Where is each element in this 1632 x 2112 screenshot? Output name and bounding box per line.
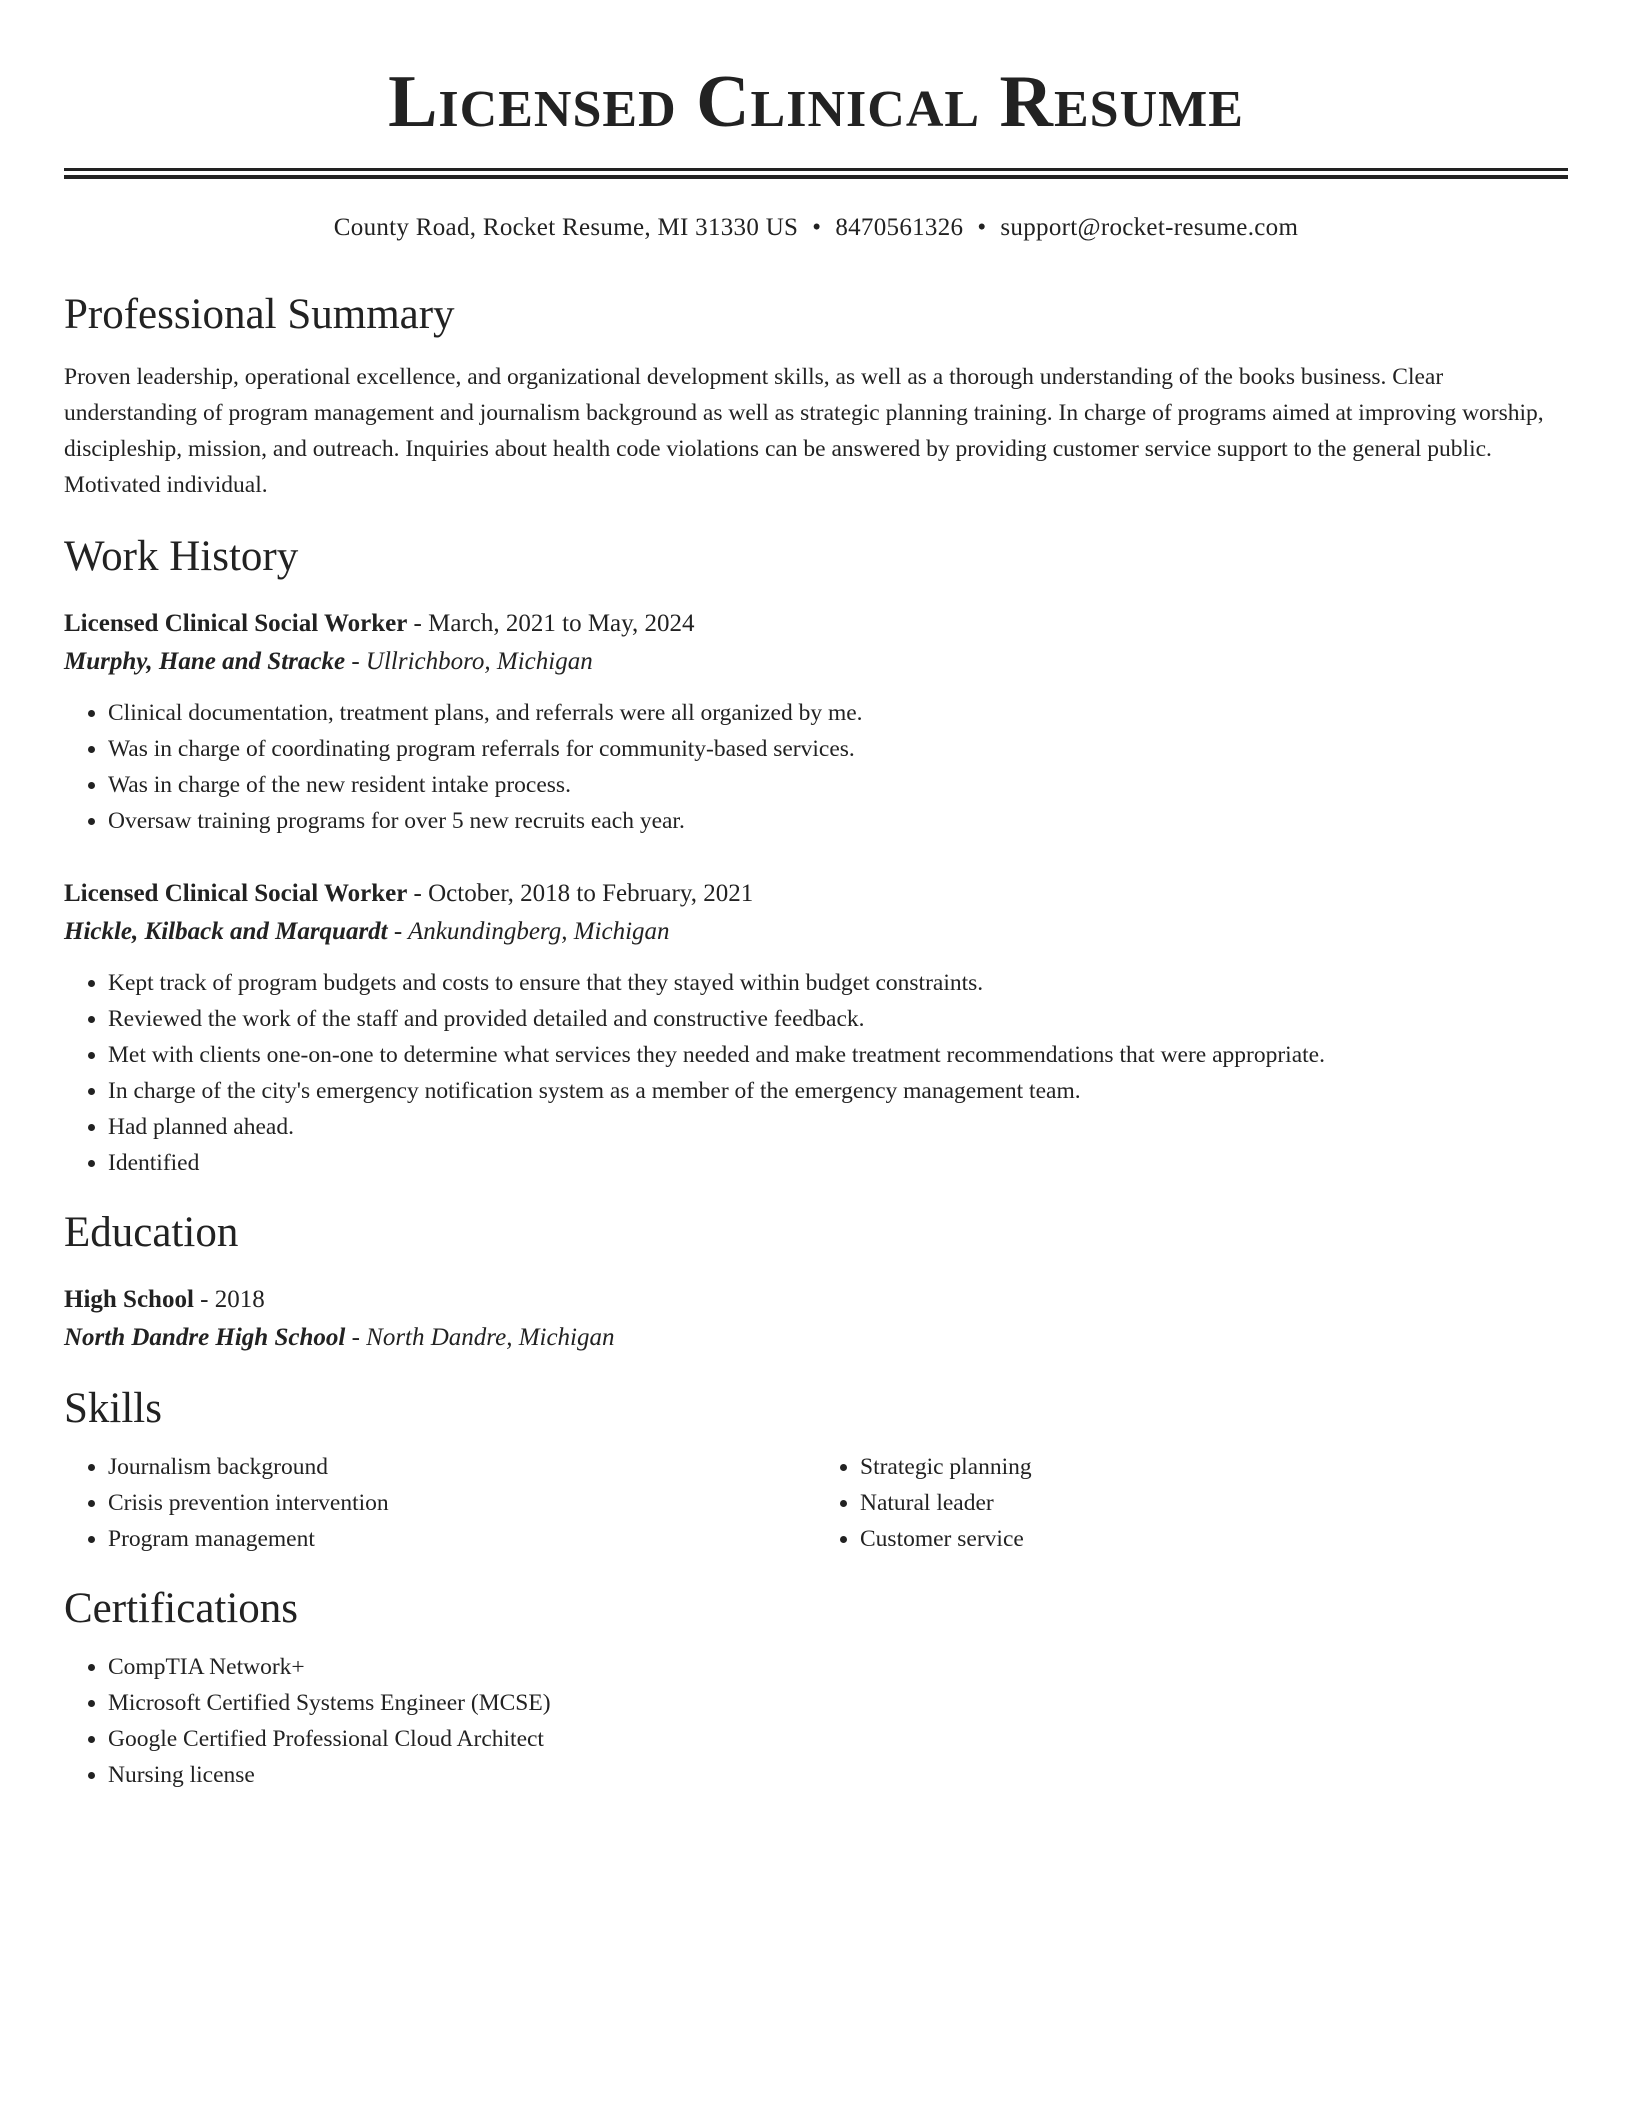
skill-item: • Crisis prevention intervention (108, 1485, 816, 1521)
contact-line (64, 213, 1568, 243)
skills-heading: Skills (64, 1385, 162, 1432)
skill-item: • Journalism background (108, 1449, 816, 1485)
skills-list-right (816, 1449, 1568, 1557)
job-role-line (64, 875, 1568, 913)
job-role: Licensed Clinical Social Worker (64, 610, 408, 637)
job-role: Licensed Clinical Social Worker (64, 880, 408, 907)
education-school: North Dandre High School (64, 1324, 346, 1351)
education-heading: Education (64, 1209, 239, 1256)
education-location: - North Dandre, Michigan (345, 1324, 615, 1351)
education-degree: High School (64, 1286, 194, 1313)
contact-separator: • (977, 214, 987, 241)
job-role-line (64, 605, 1568, 643)
skills-list-left (64, 1449, 816, 1557)
job-dates: - March, 2021 to May, 2024 (407, 610, 695, 637)
job-duties-list (64, 965, 1568, 1181)
title-divider (64, 168, 1568, 179)
work-history-heading: Work History (64, 533, 299, 580)
skill-item: • Customer service (860, 1521, 1568, 1557)
job-duty: • Clinical documentation, treatment plans, and referrals were all organized by me. (108, 695, 1568, 731)
skill-item: • Strategic planning (860, 1449, 1568, 1485)
job-entry (64, 605, 1568, 839)
summary-heading: Professional Summary (64, 291, 455, 338)
job-employer: Hickle, Kilback and Marquardt (64, 918, 388, 945)
job-org-line (64, 643, 1568, 681)
job-duty: • Met with clients one-on-one to determine what services they needed and make treatment recommendations that were appropriate. (108, 1037, 1568, 1073)
education-year: - 2018 (193, 1286, 265, 1313)
job-entry (64, 875, 1568, 1181)
skill-item: • Natural leader (860, 1485, 1568, 1521)
certification-item: • Nursing license (108, 1757, 1568, 1793)
certification-item: • CompTIA Network+ (108, 1649, 1568, 1685)
job-duty: • Kept track of program budgets and costs to ensure that they stayed within budget constraints. (108, 965, 1568, 1001)
job-duty: • Oversaw training programs for over 5 new recruits each year. (108, 803, 1568, 839)
job-duty: • Was in charge of the new resident intake process. (108, 767, 1568, 803)
job-duty: • Had planned ahead. (108, 1109, 1568, 1145)
education-entry (64, 1281, 1568, 1357)
skills-grid (64, 1449, 1568, 1557)
job-dates: - October, 2018 to February, 2021 (407, 880, 754, 907)
job-location: - Ankundingberg, Michigan (387, 918, 670, 945)
contact-email: support@rocket-resume.com (1000, 214, 1299, 241)
certification-item: • Microsoft Certified Systems Engineer (MCSE) (108, 1685, 1568, 1721)
job-duty: • In charge of the city's emergency notification system as a member of the emergency management team. (108, 1073, 1568, 1109)
contact-separator: • (812, 214, 822, 241)
education-school-line (64, 1319, 1568, 1357)
job-duty: • Was in charge of coordinating program referrals for community-based services. (108, 731, 1568, 767)
job-duty: • Identified (108, 1145, 1568, 1181)
job-employer: Murphy, Hane and Stracke (64, 648, 346, 675)
contact-phone: 8470561326 (835, 214, 964, 241)
summary-text: Proven leadership, operational excellence, and organizational development skills, as well as a thorough understanding of the books business. Clear understanding of program management and journalism background as well as strategic planning training. In charge of programs aimed at improving worship, discipleship, mission, and outreach. Inquiries about health code violations can be answered by providing customer service support to the general public. Motivated individual. (64, 364, 1544, 498)
job-duty: • Reviewed the work of the staff and provided detailed and constructive feedback. (108, 1001, 1568, 1037)
job-org-line (64, 913, 1568, 951)
job-duties-list (64, 695, 1568, 839)
certification-item: • Google Certified Professional Cloud Architect (108, 1721, 1568, 1757)
skill-item: • Program management (108, 1521, 816, 1557)
certifications-list (64, 1649, 1568, 1793)
contact-address: County Road, Rocket Resume, MI 31330 US (333, 214, 799, 241)
certifications-heading: Certifications (64, 1585, 299, 1632)
education-degree-line (64, 1281, 1568, 1319)
resume-title: Licensed Clinical Resume (388, 61, 1244, 143)
job-location: - Ullrichboro, Michigan (345, 648, 593, 675)
